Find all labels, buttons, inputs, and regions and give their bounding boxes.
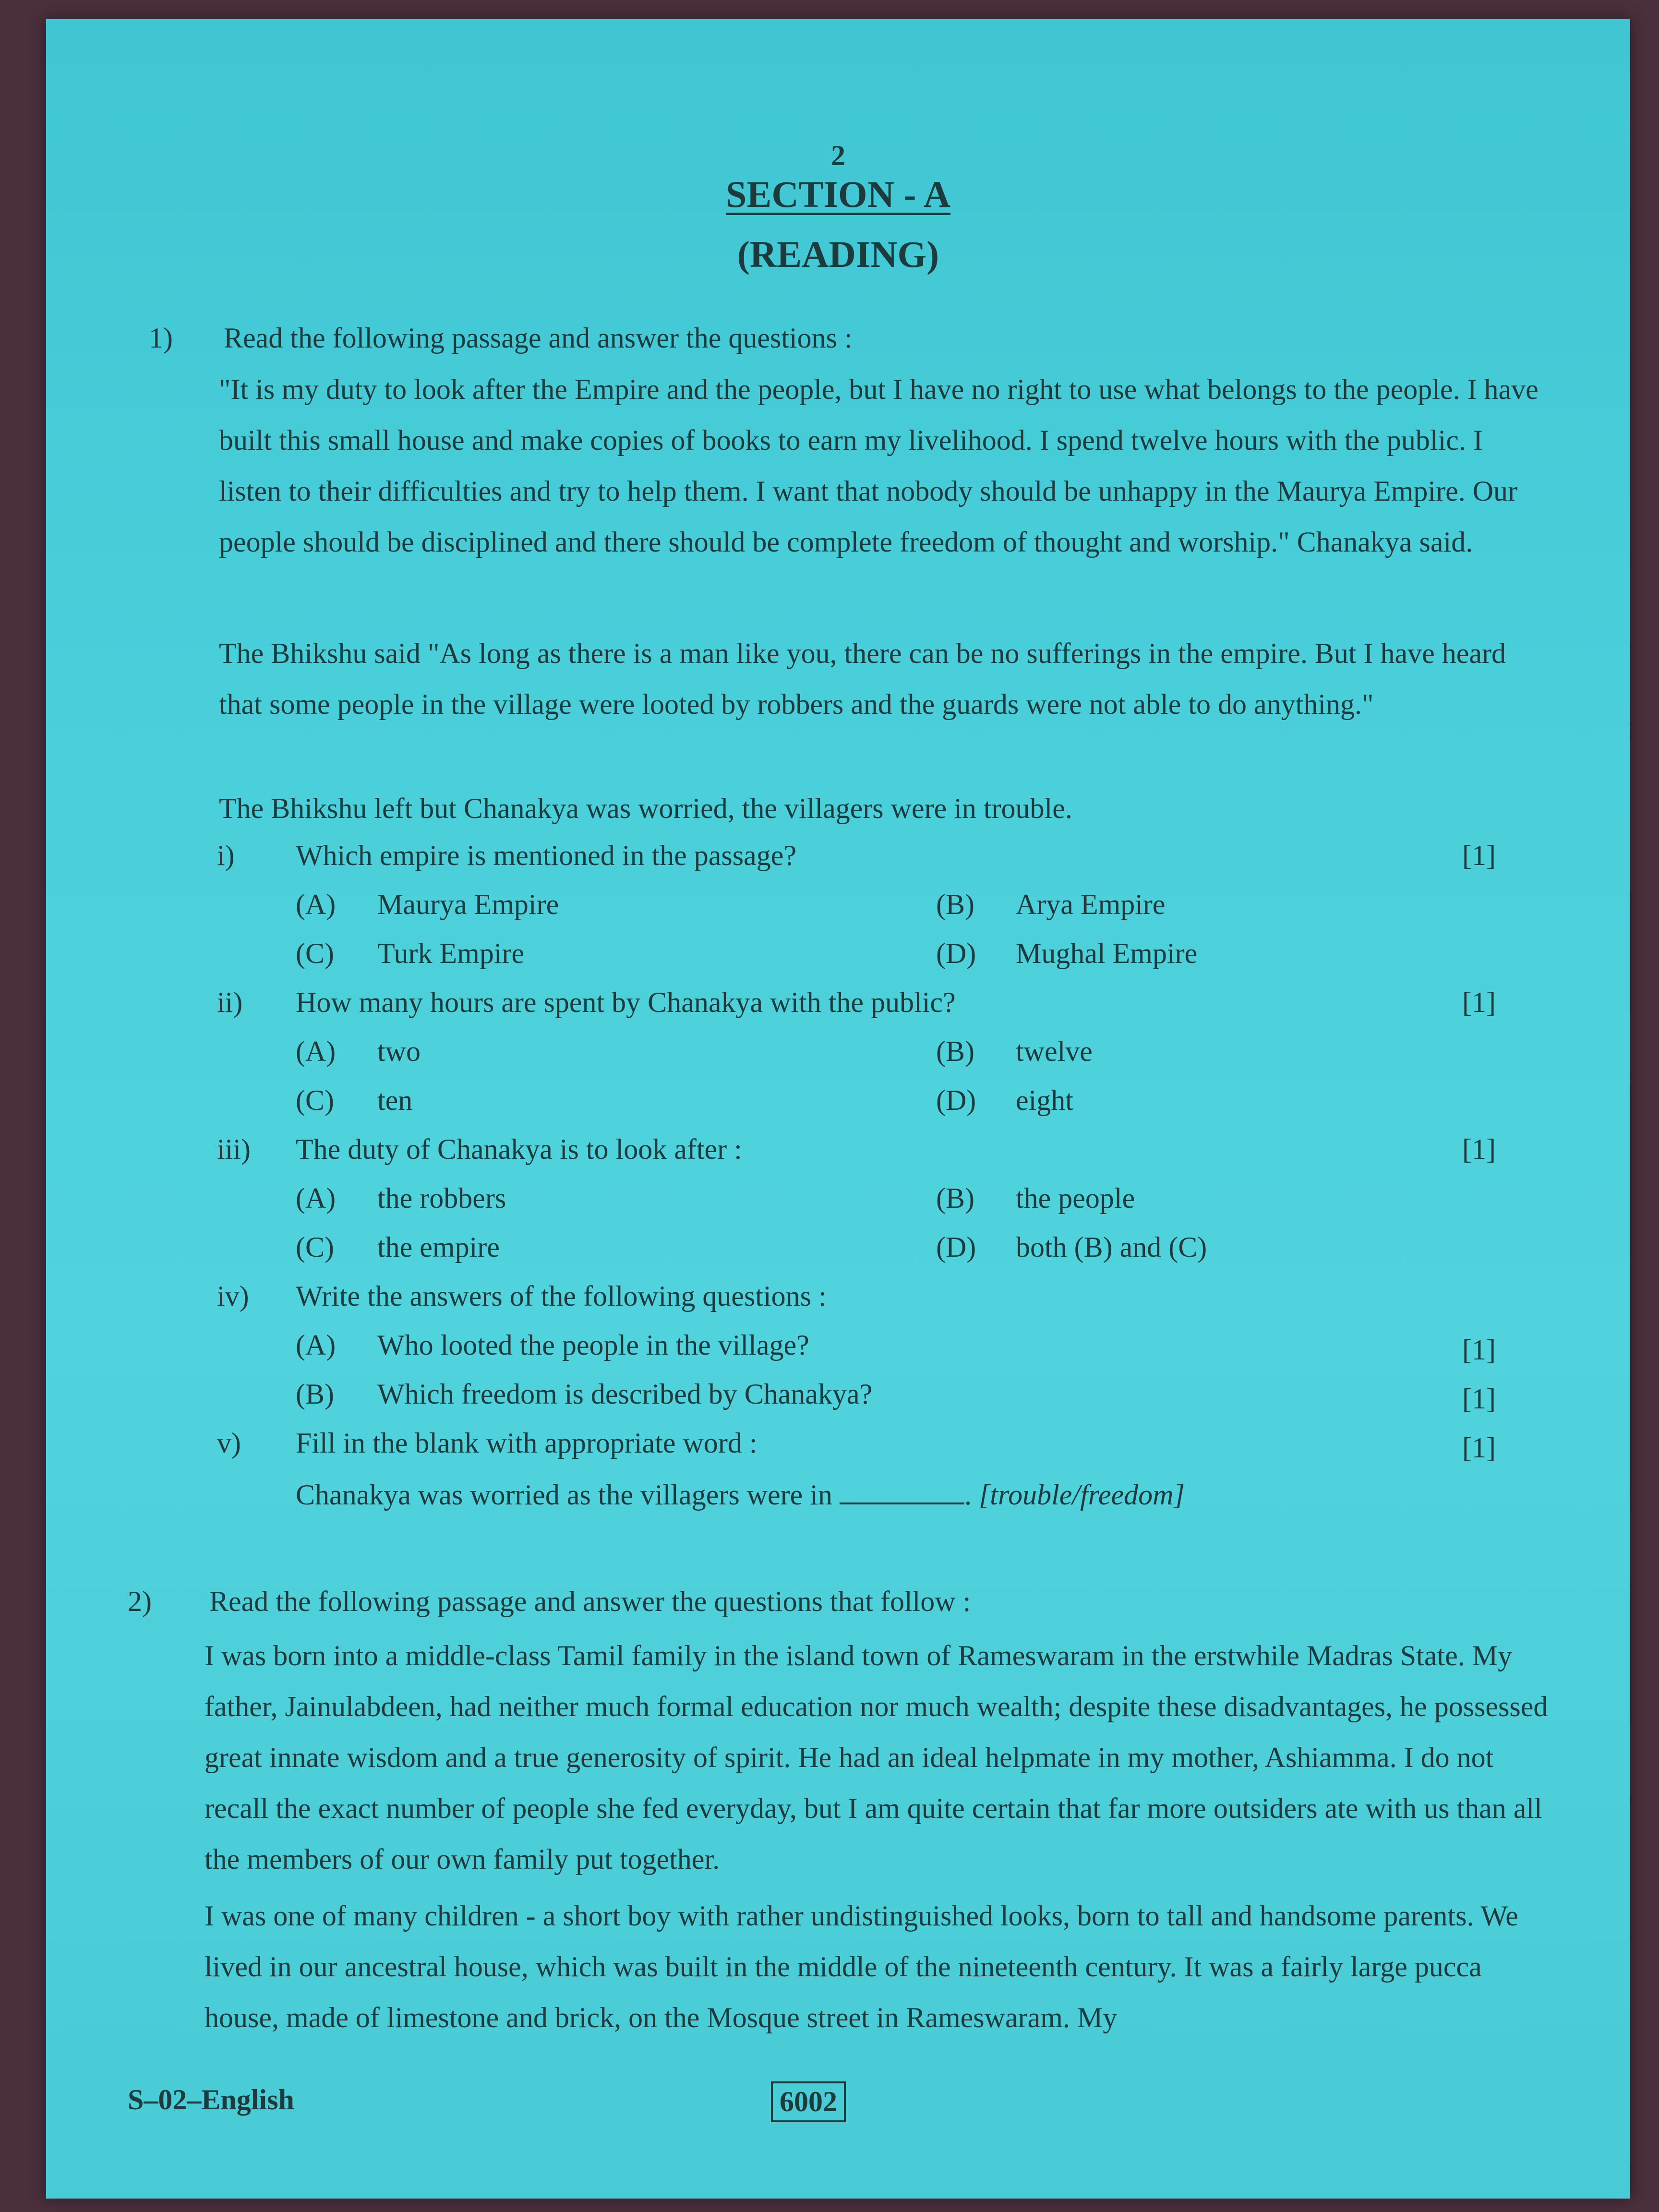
- q1-iii-number: iii): [217, 1133, 251, 1165]
- paper-number-box: 6002: [771, 2081, 846, 2122]
- q1-i-option-c-label: (C): [296, 938, 334, 969]
- q1-iii-option-a-text: the robbers: [377, 1182, 506, 1214]
- q2-number: 2): [128, 1586, 152, 1617]
- q1-ii-option-b-label: (B): [936, 1035, 974, 1067]
- q1-iii-option-b-label: (B): [936, 1182, 974, 1214]
- q1-v-marks: [1]: [1462, 1432, 1496, 1464]
- q1-v-text: Fill in the blank with appropriate word :: [296, 1427, 757, 1459]
- q1-i-option-a-label: (A): [296, 889, 336, 920]
- q1-iv-a-text: Who looted the people in the village?: [377, 1329, 809, 1361]
- q2-instruction: Read the following passage and answer the questions that follow :: [209, 1586, 971, 1617]
- q1-i-option-c-text: Turk Empire: [377, 938, 525, 969]
- q1-iv-text: Write the answers of the following questions :: [296, 1280, 827, 1312]
- q1-ii-marks: [1]: [1462, 986, 1496, 1018]
- q1-iv-b-marks: [1]: [1462, 1383, 1496, 1415]
- q1-ii-option-d-label: (D): [936, 1084, 976, 1116]
- exam-paper: [46, 19, 1630, 2199]
- subject-code: S–02–English: [128, 2084, 294, 2116]
- q1-instruction: Read the following passage and answer the questions :: [224, 322, 853, 354]
- q1-iii-marks: [1]: [1462, 1133, 1496, 1165]
- page-number: 2: [831, 140, 845, 171]
- q1-iii-option-a-label: (A): [296, 1182, 336, 1214]
- q1-passage-para-3: The Bhikshu left but Chanakya was worried, the villagers were in trouble.: [219, 793, 1072, 824]
- q1-ii-number: ii): [217, 986, 243, 1018]
- q2-passage-para-2: I was one of many children - a short boy with rather undistinguished looks, born to tall and handsome parents. We lived in our ancestral house, which was built in the middle of the nineteenth century. It was a fairly large pucca house, made of limestone and brick, on the Mosque street in Rameswaram. My: [204, 1900, 1518, 2033]
- section-subtitle: (READING): [737, 233, 939, 275]
- fill-blank[interactable]: [840, 1479, 964, 1504]
- q1-ii-option-a-label: (A): [296, 1035, 336, 1067]
- section-heading: SECTION - A: [725, 173, 951, 215]
- q1-ii-option-c-text: ten: [377, 1084, 413, 1116]
- q1-i-text: Which empire is mentioned in the passage?: [296, 840, 796, 871]
- q1-ii-option-d-text: eight: [1016, 1084, 1073, 1116]
- q1-ii-option-c-label: (C): [296, 1084, 334, 1116]
- q1-i-number: i): [217, 840, 235, 871]
- q1-i-option-a-text: Maurya Empire: [377, 889, 559, 920]
- q1-iii-option-d-text: both (B) and (C): [1016, 1231, 1207, 1263]
- q1-iii-option-b-text: the people: [1016, 1182, 1135, 1214]
- q1-ii-text: How many hours are spent by Chanakya with the public?: [296, 986, 956, 1018]
- q1-v-number: v): [217, 1427, 241, 1459]
- q1-number: 1): [149, 322, 173, 354]
- q1-iii-option-c-label: (C): [296, 1231, 334, 1263]
- q1-iv-a-marks: [1]: [1462, 1334, 1496, 1366]
- q1-ii-option-a-text: two: [377, 1035, 421, 1067]
- q1-i-option-b-label: (B): [936, 889, 974, 920]
- q1-iii-option-d-label: (D): [936, 1231, 976, 1263]
- q1-iii-option-c-text: the empire: [377, 1231, 500, 1263]
- q1-v-sentence: Chanakya was worried as the villagers were in . [trouble/freedom]: [296, 1479, 1185, 1511]
- q1-i-option-d-label: (D): [936, 938, 976, 969]
- q1-iv-number: iv): [217, 1280, 249, 1312]
- q1-iv-b-text: Which freedom is described by Chanakya?: [377, 1378, 873, 1410]
- q1-ii-option-b-text: twelve: [1016, 1035, 1093, 1067]
- q1-i-option-d-text: Mughal Empire: [1016, 938, 1198, 969]
- q2-passage-para-1: I was born into a middle-class Tamil family in the island town of Rameswaram in the erstwhile Madras State. My father, Jainulabdeen, had neither much formal education nor much wealth; despite these disadvantages, he possessed great innate wisdom and a true generosity of spirit. He had an ideal helpmate in my mother, Ashiamma. I do not recall the exact number of people she fed everyday, but I am quite certain that far more outsiders ate with us than all the members of our own family put together.: [204, 1640, 1548, 1875]
- q1-i-marks: [1]: [1462, 840, 1496, 871]
- q1-iv-b-label: (B): [296, 1378, 334, 1410]
- q1-iii-text: The duty of Chanakya is to look after :: [296, 1133, 742, 1165]
- q1-passage-para-2: The Bhikshu said "As long as there is a man like you, there can be no sufferings in the empire. But I have heard that some people in the village were looted by robbers and the guards were not able to do anything.": [219, 637, 1506, 720]
- q1-iv-a-label: (A): [296, 1329, 336, 1361]
- q1-i-option-b-text: Arya Empire: [1016, 889, 1166, 920]
- q1-passage-para-1: "It is my duty to look after the Empire and the people, but I have no right to use what belongs to the people. I have built this small house and make copies of books to earn my livelihood. I spend twelve hours with the public. I listen to their difficulties and try to help them. I want that nobody should be unhappy in the Maurya Empire. Our people should be disciplined and there should be complete freedom of thought and worship." Chanakya said.: [219, 373, 1539, 558]
